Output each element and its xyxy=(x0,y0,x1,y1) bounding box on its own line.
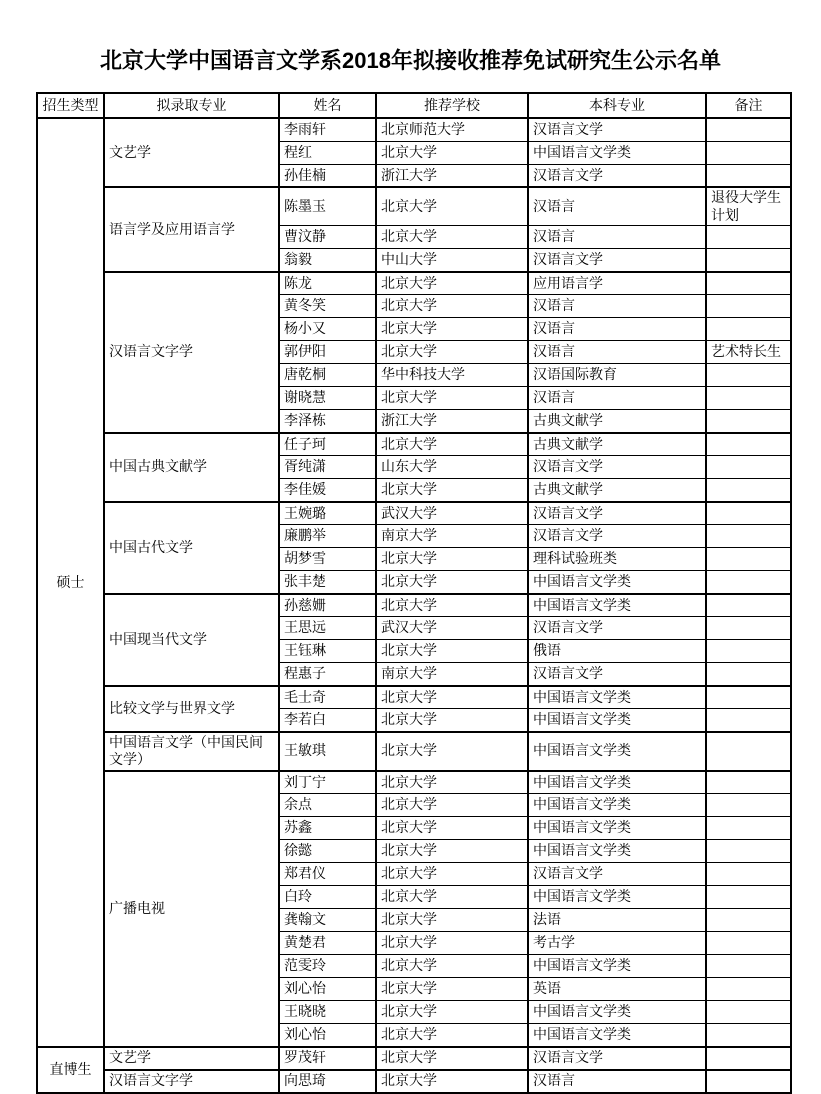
cell-recommending-school: 北京大学 xyxy=(376,1001,528,1024)
cell-remark xyxy=(706,663,791,686)
table-row xyxy=(37,686,791,709)
cell-remark xyxy=(706,295,791,318)
cell-major: 中国古典文献学 xyxy=(104,433,279,502)
cell-undergraduate-major: 中国语言文学类 xyxy=(528,817,706,840)
cell-student-name: 刘丁宁 xyxy=(279,771,376,794)
cell-undergraduate-major: 法语 xyxy=(528,909,706,932)
cell-undergraduate-major: 中国语言文学类 xyxy=(528,840,706,863)
cell-admission-type: 直博生 xyxy=(37,1047,104,1093)
cell-recommending-school: 浙江大学 xyxy=(376,164,528,187)
cell-undergraduate-major: 中国语言文学类 xyxy=(528,955,706,978)
cell-remark: 艺术特长生 xyxy=(706,341,791,364)
cell-recommending-school: 北京大学 xyxy=(376,141,528,164)
cell-recommending-school: 北京大学 xyxy=(376,771,528,794)
table-row xyxy=(37,187,791,226)
cell-undergraduate-major: 汉语言 xyxy=(528,387,706,410)
table-row xyxy=(37,118,791,141)
cell-undergraduate-major: 中国语言文学类 xyxy=(528,709,706,732)
cell-remark xyxy=(706,226,791,249)
page-title: 北京大学中国语言文学系2018年拟接收推荐免试研究生公示名单 xyxy=(100,48,721,73)
cell-undergraduate-major: 中国语言文学类 xyxy=(528,886,706,909)
cell-recommending-school: 北京大学 xyxy=(376,571,528,594)
cell-remark: 退役大学生计划 xyxy=(706,187,791,226)
cell-major: 汉语言文字学 xyxy=(104,1070,279,1093)
cell-student-name: 程惠子 xyxy=(279,663,376,686)
cell-recommending-school: 北京大学 xyxy=(376,272,528,295)
cell-undergraduate-major: 中国语言文学类 xyxy=(528,686,706,709)
column-header-4: 本科专业 xyxy=(528,93,706,118)
cell-student-name: 张丰楚 xyxy=(279,571,376,594)
cell-undergraduate-major: 俄语 xyxy=(528,640,706,663)
cell-recommending-school: 北京大学 xyxy=(376,341,528,364)
cell-remark xyxy=(706,410,791,433)
cell-undergraduate-major: 汉语言文学 xyxy=(528,456,706,479)
cell-remark xyxy=(706,932,791,955)
cell-student-name: 黄冬笑 xyxy=(279,295,376,318)
cell-recommending-school: 南京大学 xyxy=(376,663,528,686)
cell-recommending-school: 北京大学 xyxy=(376,479,528,502)
cell-undergraduate-major: 汉语言 xyxy=(528,187,706,226)
cell-student-name: 毛士奇 xyxy=(279,686,376,709)
cell-undergraduate-major: 古典文献学 xyxy=(528,479,706,502)
cell-student-name: 刘心怡 xyxy=(279,1024,376,1047)
table-header xyxy=(37,93,791,118)
column-header-2: 姓名 xyxy=(279,93,376,118)
cell-remark xyxy=(706,548,791,571)
cell-remark xyxy=(706,709,791,732)
table-row xyxy=(37,594,791,617)
cell-recommending-school: 北京师范大学 xyxy=(376,118,528,141)
cell-undergraduate-major: 理科试验班类 xyxy=(528,548,706,571)
cell-student-name: 孙佳楠 xyxy=(279,164,376,187)
cell-remark xyxy=(706,817,791,840)
column-header-5: 备注 xyxy=(706,93,791,118)
cell-remark xyxy=(706,318,791,341)
cell-recommending-school: 北京大学 xyxy=(376,709,528,732)
table-header-row xyxy=(37,93,791,118)
cell-recommending-school: 北京大学 xyxy=(376,955,528,978)
cell-major: 广播电视 xyxy=(104,771,279,1047)
cell-remark xyxy=(706,978,791,1001)
cell-undergraduate-major: 中国语言文学类 xyxy=(528,141,706,164)
cell-undergraduate-major: 汉语言文学 xyxy=(528,1047,706,1070)
cell-remark xyxy=(706,955,791,978)
cell-major: 中国语言文学（中国民间文学） xyxy=(104,732,279,771)
table-row xyxy=(37,1047,791,1070)
cell-remark xyxy=(706,364,791,387)
cell-recommending-school: 中山大学 xyxy=(376,249,528,272)
cell-undergraduate-major: 汉语言 xyxy=(528,341,706,364)
cell-student-name: 杨小又 xyxy=(279,318,376,341)
cell-remark xyxy=(706,640,791,663)
cell-undergraduate-major: 考古学 xyxy=(528,932,706,955)
cell-student-name: 王钰琳 xyxy=(279,640,376,663)
cell-recommending-school: 北京大学 xyxy=(376,794,528,817)
cell-major: 文艺学 xyxy=(104,1047,279,1070)
cell-student-name: 李雨轩 xyxy=(279,118,376,141)
cell-student-name: 罗茂轩 xyxy=(279,1047,376,1070)
cell-undergraduate-major: 汉语国际教育 xyxy=(528,364,706,387)
cell-student-name: 翁毅 xyxy=(279,249,376,272)
column-header-1: 拟录取专业 xyxy=(104,93,279,118)
cell-remark xyxy=(706,502,791,525)
cell-recommending-school: 北京大学 xyxy=(376,686,528,709)
cell-recommending-school: 南京大学 xyxy=(376,525,528,548)
cell-recommending-school: 北京大学 xyxy=(376,387,528,410)
cell-major: 文艺学 xyxy=(104,118,279,187)
cell-student-name: 徐懿 xyxy=(279,840,376,863)
cell-recommending-school: 北京大学 xyxy=(376,1070,528,1093)
cell-undergraduate-major: 古典文献学 xyxy=(528,410,706,433)
cell-remark xyxy=(706,1024,791,1047)
cell-undergraduate-major: 汉语言 xyxy=(528,226,706,249)
cell-student-name: 廉鹏举 xyxy=(279,525,376,548)
table-row xyxy=(37,771,791,794)
table-body xyxy=(37,118,791,1093)
cell-student-name: 谢晓慧 xyxy=(279,387,376,410)
table-row xyxy=(37,433,791,456)
cell-student-name: 胥纯潇 xyxy=(279,456,376,479)
cell-recommending-school: 北京大学 xyxy=(376,909,528,932)
cell-undergraduate-major: 汉语言 xyxy=(528,318,706,341)
cell-recommending-school: 武汉大学 xyxy=(376,502,528,525)
cell-recommending-school: 北京大学 xyxy=(376,932,528,955)
cell-student-name: 王婉璐 xyxy=(279,502,376,525)
cell-undergraduate-major: 古典文献学 xyxy=(528,433,706,456)
cell-student-name: 龚翰文 xyxy=(279,909,376,932)
cell-major: 语言学及应用语言学 xyxy=(104,187,279,272)
cell-student-name: 郭伊阳 xyxy=(279,341,376,364)
cell-student-name: 孙慈姗 xyxy=(279,594,376,617)
cell-student-name: 苏鑫 xyxy=(279,817,376,840)
cell-remark xyxy=(706,594,791,617)
cell-recommending-school: 浙江大学 xyxy=(376,410,528,433)
cell-remark xyxy=(706,525,791,548)
cell-student-name: 王晓晓 xyxy=(279,1001,376,1024)
table-row xyxy=(37,1070,791,1093)
cell-undergraduate-major: 应用语言学 xyxy=(528,272,706,295)
cell-remark xyxy=(706,479,791,502)
cell-remark xyxy=(706,617,791,640)
table-row xyxy=(37,502,791,525)
cell-undergraduate-major: 中国语言文学类 xyxy=(528,794,706,817)
cell-student-name: 李佳媛 xyxy=(279,479,376,502)
cell-undergraduate-major: 汉语言文学 xyxy=(528,663,706,686)
cell-undergraduate-major: 中国语言文学类 xyxy=(528,732,706,771)
cell-remark xyxy=(706,732,791,771)
cell-remark xyxy=(706,1001,791,1024)
table-row xyxy=(37,272,791,295)
cell-major: 中国古代文学 xyxy=(104,502,279,594)
cell-remark xyxy=(706,794,791,817)
cell-recommending-school: 北京大学 xyxy=(376,295,528,318)
column-header-0: 招生类型 xyxy=(37,93,104,118)
cell-recommending-school: 北京大学 xyxy=(376,1024,528,1047)
cell-student-name: 王思远 xyxy=(279,617,376,640)
cell-recommending-school: 北京大学 xyxy=(376,1047,528,1070)
cell-undergraduate-major: 中国语言文学类 xyxy=(528,571,706,594)
cell-recommending-school: 北京大学 xyxy=(376,594,528,617)
cell-undergraduate-major: 中国语言文学类 xyxy=(528,771,706,794)
cell-recommending-school: 武汉大学 xyxy=(376,617,528,640)
cell-remark xyxy=(706,863,791,886)
cell-student-name: 王敏琪 xyxy=(279,732,376,771)
cell-remark xyxy=(706,433,791,456)
cell-recommending-school: 北京大学 xyxy=(376,318,528,341)
cell-remark xyxy=(706,387,791,410)
table-row xyxy=(37,732,791,771)
cell-student-name: 任子珂 xyxy=(279,433,376,456)
cell-remark xyxy=(706,141,791,164)
cell-student-name: 曹汶静 xyxy=(279,226,376,249)
cell-recommending-school: 北京大学 xyxy=(376,978,528,1001)
cell-remark xyxy=(706,164,791,187)
cell-recommending-school: 北京大学 xyxy=(376,863,528,886)
cell-student-name: 李若白 xyxy=(279,709,376,732)
cell-undergraduate-major: 汉语言文学 xyxy=(528,525,706,548)
cell-remark xyxy=(706,686,791,709)
cell-recommending-school: 北京大学 xyxy=(376,187,528,226)
cell-undergraduate-major: 汉语言文学 xyxy=(528,617,706,640)
cell-student-name: 陈龙 xyxy=(279,272,376,295)
cell-recommending-school: 北京大学 xyxy=(376,732,528,771)
cell-recommending-school: 山东大学 xyxy=(376,456,528,479)
cell-undergraduate-major: 汉语言文学 xyxy=(528,863,706,886)
cell-remark xyxy=(706,249,791,272)
cell-recommending-school: 北京大学 xyxy=(376,548,528,571)
cell-recommending-school: 北京大学 xyxy=(376,886,528,909)
cell-recommending-school: 北京大学 xyxy=(376,817,528,840)
cell-remark xyxy=(706,272,791,295)
cell-student-name: 唐乾桐 xyxy=(279,364,376,387)
cell-student-name: 刘心怡 xyxy=(279,978,376,1001)
cell-undergraduate-major: 汉语言 xyxy=(528,1070,706,1093)
cell-recommending-school: 北京大学 xyxy=(376,840,528,863)
cell-remark xyxy=(706,1047,791,1070)
cell-undergraduate-major: 中国语言文学类 xyxy=(528,594,706,617)
cell-remark xyxy=(706,771,791,794)
cell-remark xyxy=(706,571,791,594)
cell-remark xyxy=(706,456,791,479)
cell-student-name: 向思琦 xyxy=(279,1070,376,1093)
cell-recommending-school: 北京大学 xyxy=(376,226,528,249)
cell-remark xyxy=(706,118,791,141)
cell-undergraduate-major: 汉语言文学 xyxy=(528,249,706,272)
cell-student-name: 郑君仪 xyxy=(279,863,376,886)
column-header-3: 推荐学校 xyxy=(376,93,528,118)
roster-table xyxy=(36,92,792,1094)
cell-undergraduate-major: 中国语言文学类 xyxy=(528,1001,706,1024)
cell-student-name: 白玲 xyxy=(279,886,376,909)
cell-major: 汉语言文字学 xyxy=(104,272,279,433)
cell-recommending-school: 华中科技大学 xyxy=(376,364,528,387)
cell-major: 中国现当代文学 xyxy=(104,594,279,686)
cell-student-name: 程红 xyxy=(279,141,376,164)
cell-remark xyxy=(706,1070,791,1093)
cell-remark xyxy=(706,840,791,863)
cell-student-name: 黄楚君 xyxy=(279,932,376,955)
cell-undergraduate-major: 汉语言文学 xyxy=(528,164,706,187)
cell-student-name: 范雯玲 xyxy=(279,955,376,978)
cell-undergraduate-major: 中国语言文学类 xyxy=(528,1024,706,1047)
cell-major: 比较文学与世界文学 xyxy=(104,686,279,732)
cell-recommending-school: 北京大学 xyxy=(376,640,528,663)
cell-undergraduate-major: 汉语言 xyxy=(528,295,706,318)
cell-undergraduate-major: 汉语言文学 xyxy=(528,118,706,141)
cell-student-name: 余点 xyxy=(279,794,376,817)
cell-remark xyxy=(706,886,791,909)
cell-undergraduate-major: 英语 xyxy=(528,978,706,1001)
cell-recommending-school: 北京大学 xyxy=(376,433,528,456)
cell-student-name: 胡梦雪 xyxy=(279,548,376,571)
cell-student-name: 陈墨玉 xyxy=(279,187,376,226)
cell-undergraduate-major: 汉语言文学 xyxy=(528,502,706,525)
cell-remark xyxy=(706,909,791,932)
cell-student-name: 李泽栋 xyxy=(279,410,376,433)
cell-admission-type: 硕士 xyxy=(37,118,104,1047)
